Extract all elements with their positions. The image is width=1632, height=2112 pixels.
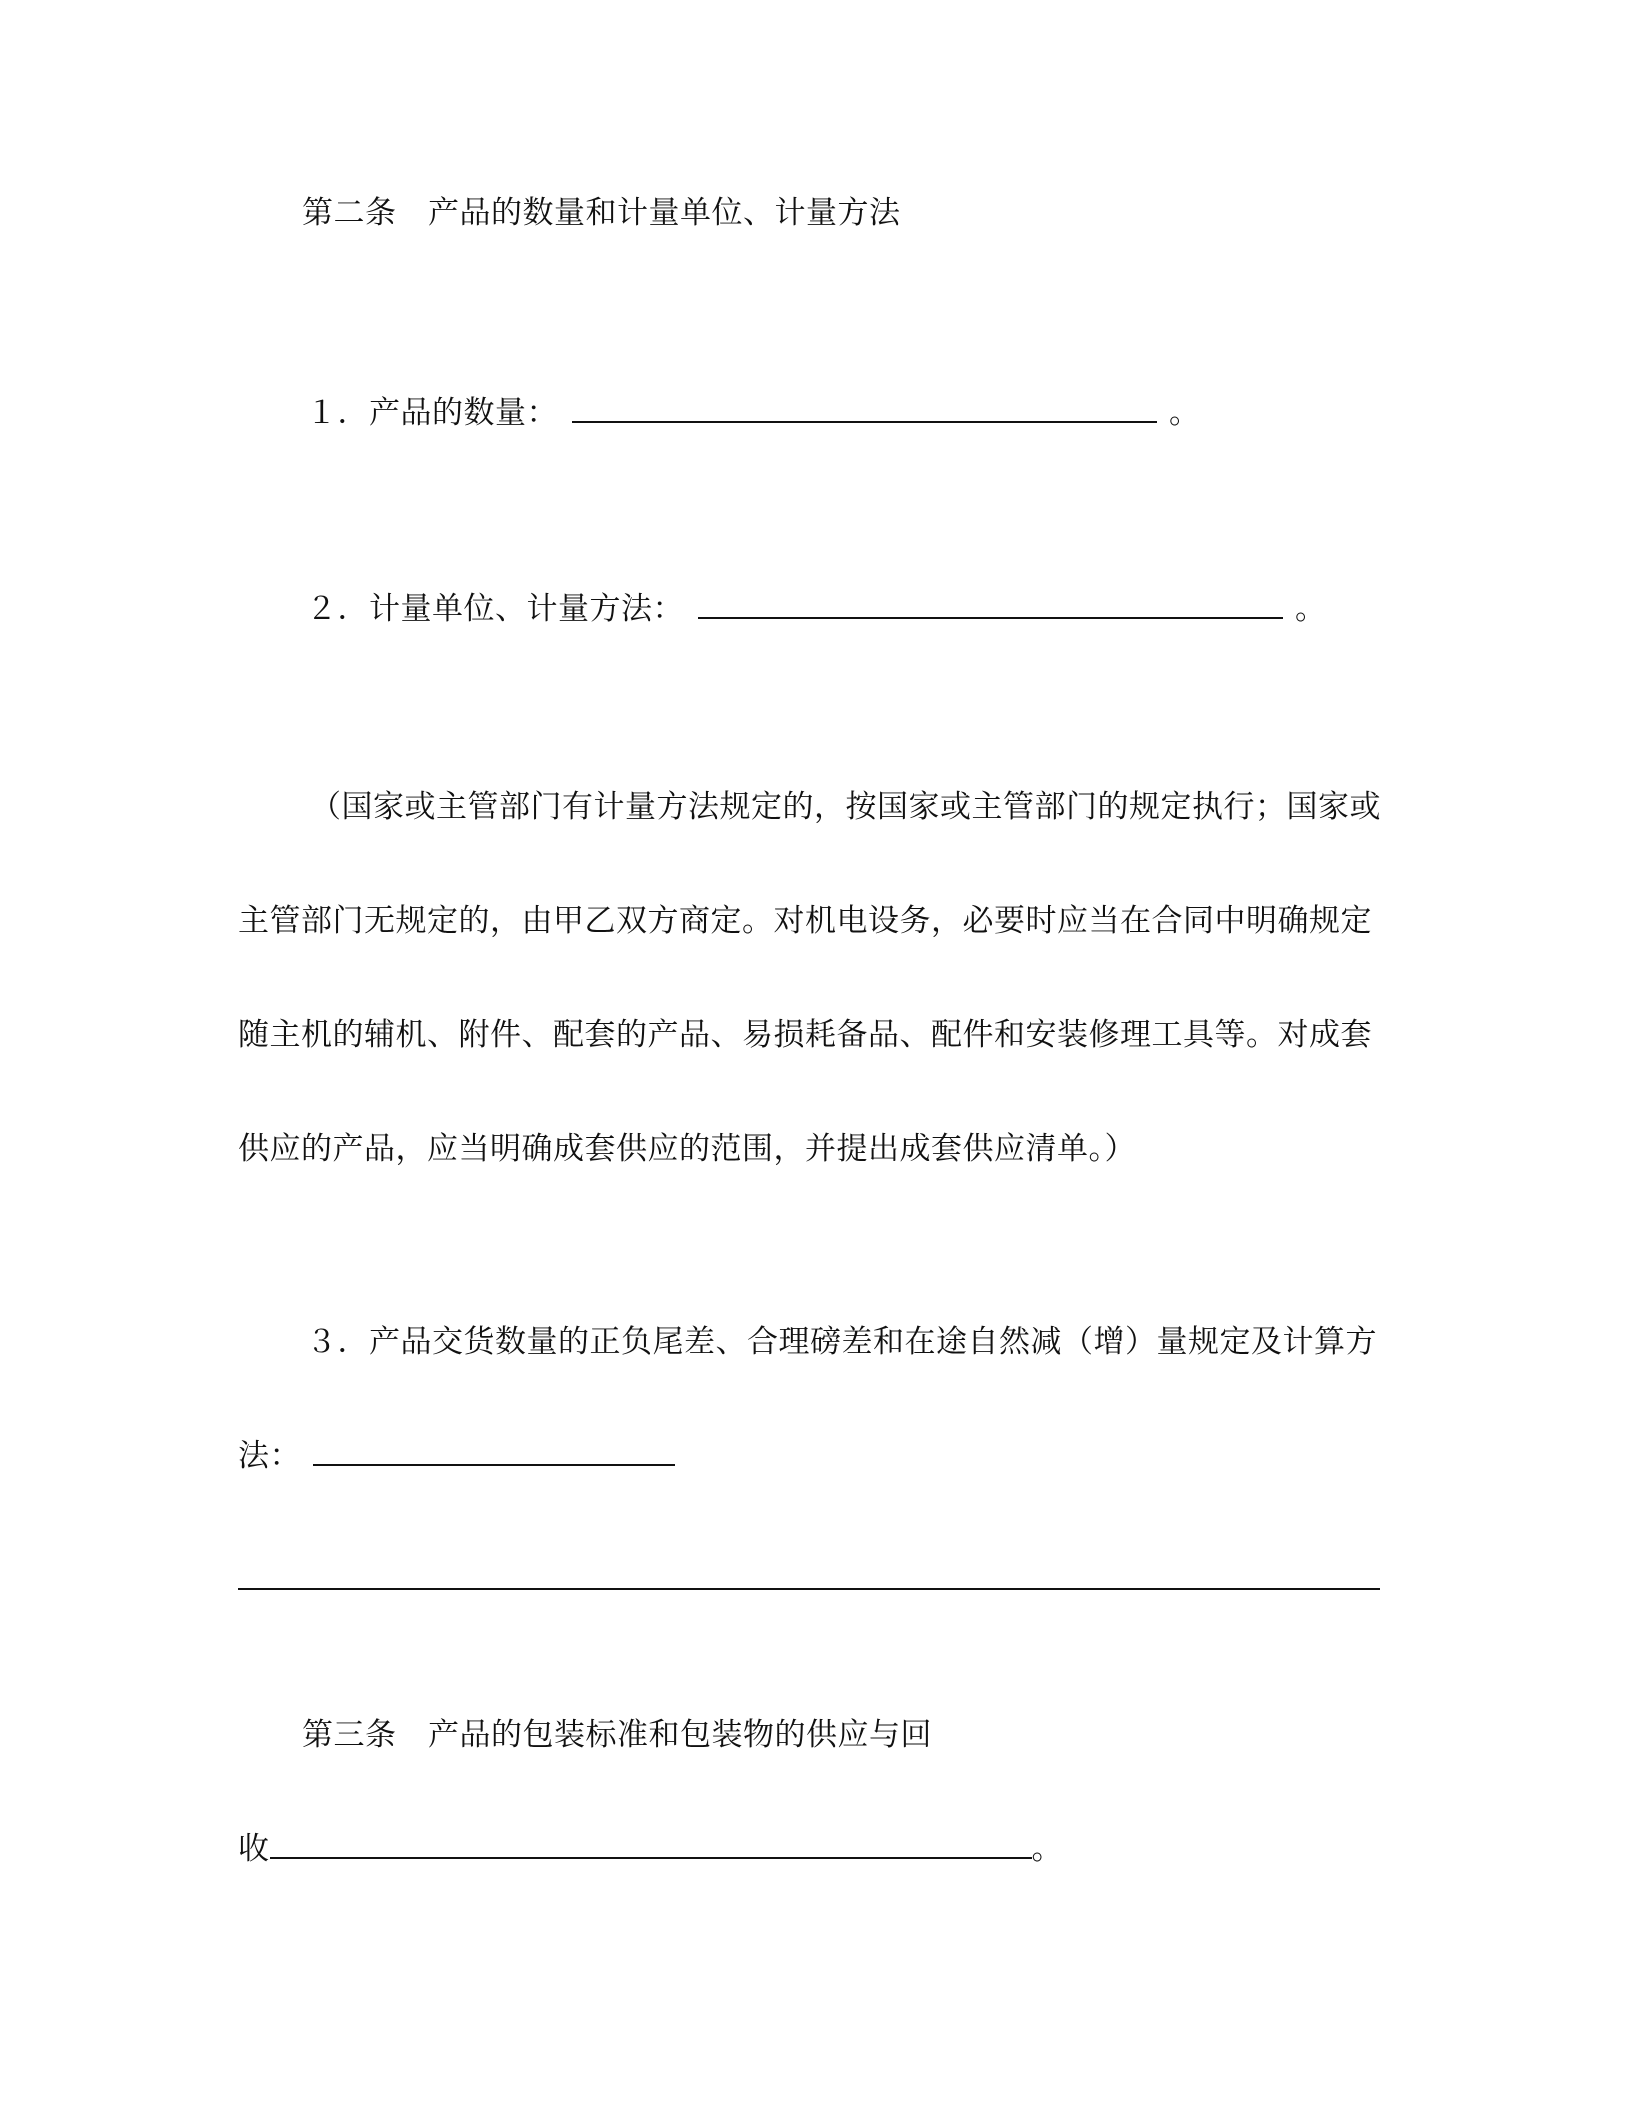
article-3-period: 。 (1031, 1831, 1063, 1867)
calc-method-blank-field[interactable] (313, 1434, 675, 1466)
article-3-continuation (238, 1827, 1063, 1871)
note-line-2: 主管部门无规定的，由甲乙双方商定。对机电设务，必要时应当在合同中明确规定 (238, 903, 1372, 939)
quantity-blank-field[interactable] (572, 391, 1157, 423)
note-line-1: （国家或主管部门有计量方法规定的，按国家或主管部门的规定执行；国家或 (310, 789, 1381, 825)
item-1-period: 。 (1169, 395, 1201, 431)
item-1-quantity (306, 391, 1201, 435)
calc-method-blank-line[interactable] (238, 1588, 1380, 1590)
item-3-tolerance: ３．产品交货数量的正负尾差、合理磅差和在途自然减（增）量规定及计算方 (306, 1324, 1377, 1360)
item-1-label: １．产品的数量： (306, 395, 558, 431)
item-3-method-label: 法： (238, 1438, 301, 1474)
item-2-period: 。 (1295, 591, 1327, 627)
note-line-3: 随主机的辅机、附件、配套的产品、易损耗备品、配件和安装修理工具等。对成套 (238, 1017, 1372, 1053)
article-3-continuation-text: 收 (238, 1831, 270, 1867)
packaging-blank-field[interactable] (270, 1827, 1032, 1859)
item-2-label: ２．计量单位、计量方法： (306, 591, 684, 627)
article-2-title: 第二条 产品的数量和计量单位、计量方法 (302, 195, 901, 231)
article-3-title: 第三条 产品的包装标准和包装物的供应与回 (302, 1717, 932, 1753)
unit-method-blank-field[interactable] (698, 587, 1283, 619)
item-3-continuation (238, 1434, 675, 1478)
item-2-unit-method (306, 587, 1327, 631)
note-line-4: 供应的产品，应当明确成套供应的范围，并提出成套供应清单。） (238, 1131, 1136, 1167)
